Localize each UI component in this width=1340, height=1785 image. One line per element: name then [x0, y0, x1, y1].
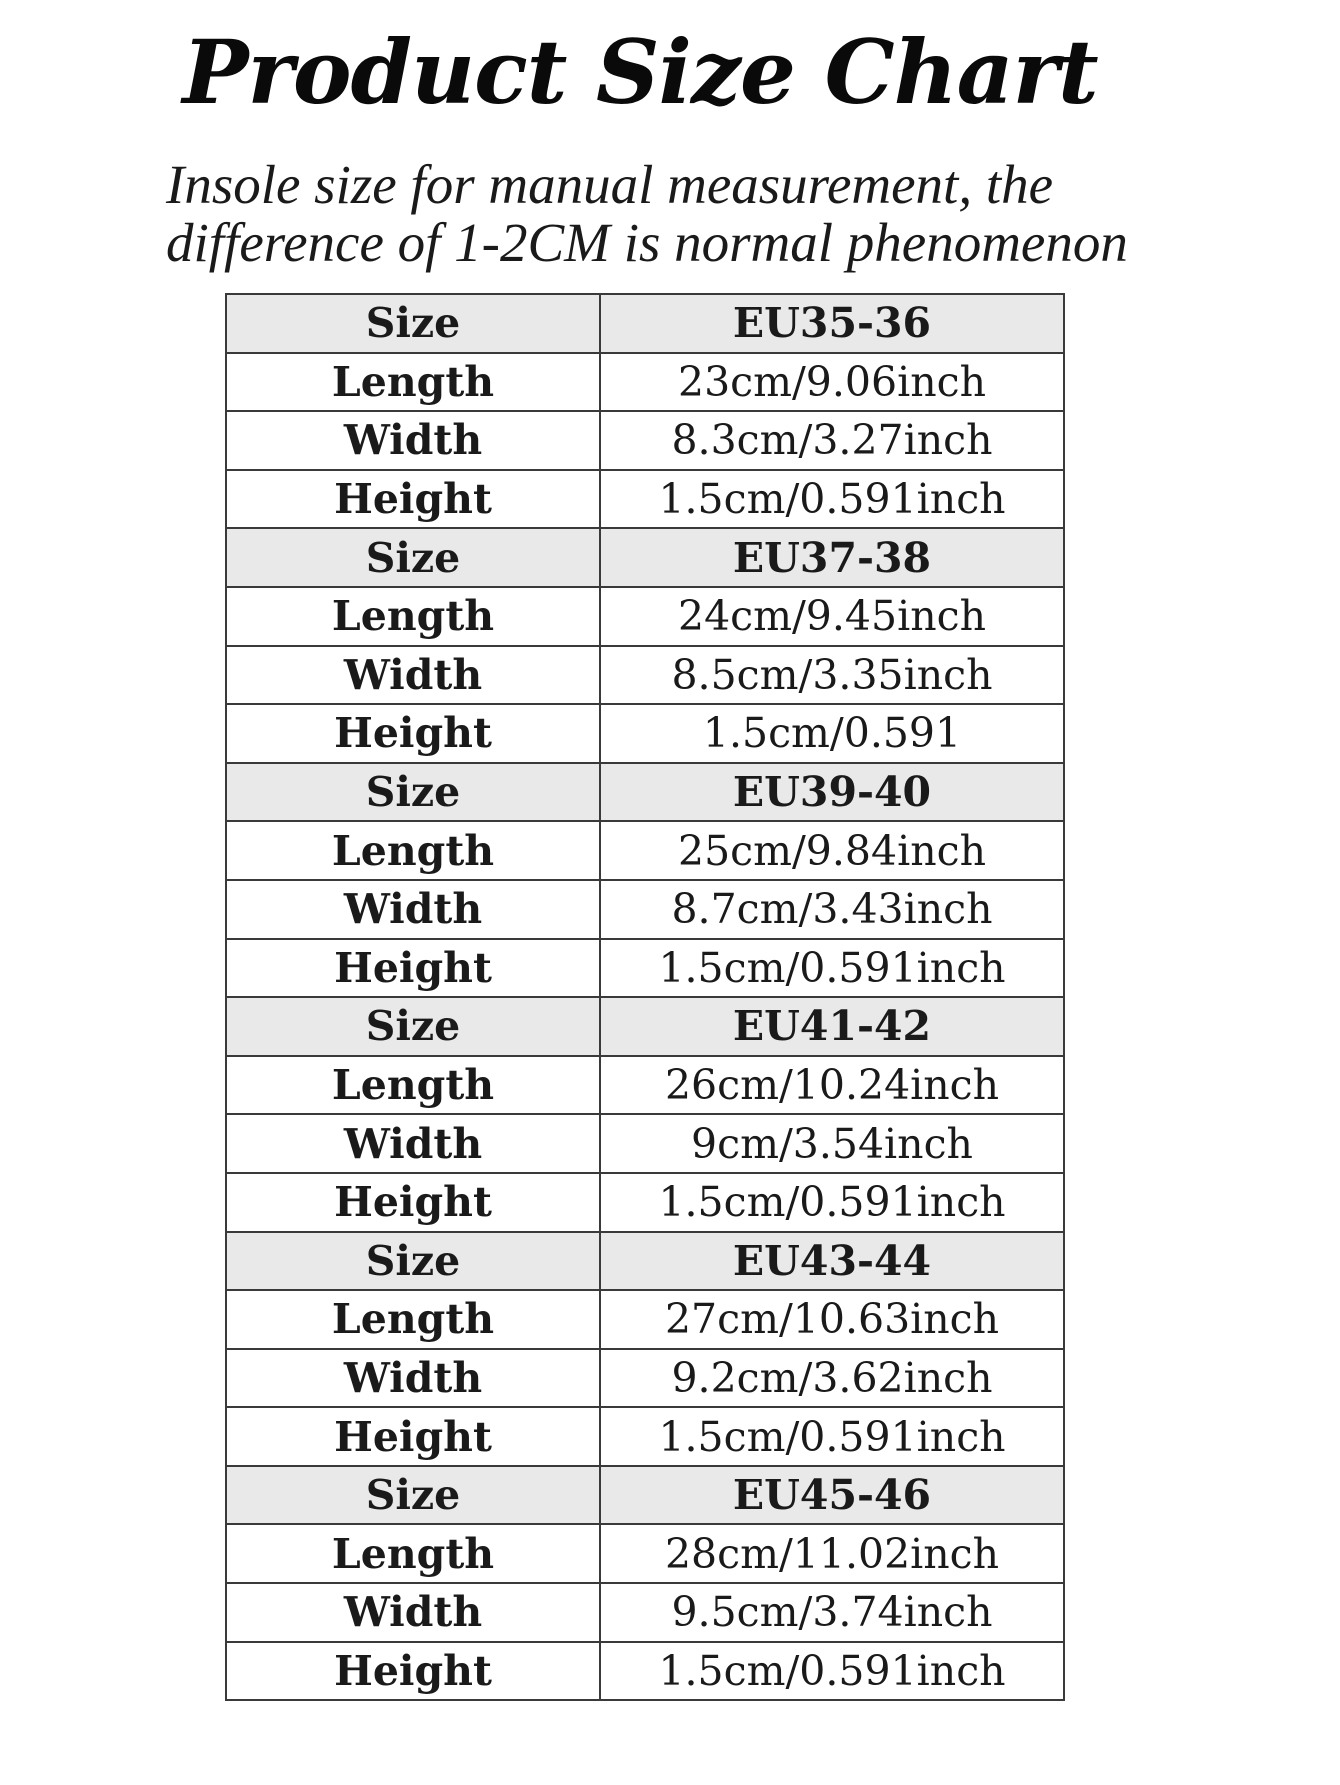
height-value-cell: 1.5cm/0.591inch: [600, 1407, 1064, 1466]
length-label-cell: Length: [226, 1056, 600, 1115]
size-label-cell: Size: [226, 1466, 600, 1525]
height-row: [226, 1173, 1064, 1232]
height-row: [226, 939, 1064, 998]
height-label-cell: Height: [226, 1173, 600, 1232]
height-label-cell: Height: [226, 470, 600, 529]
height-value-cell: 1.5cm/0.591inch: [600, 470, 1064, 529]
measurement-note-line-2: difference of 1-2CM is normal phenomenon: [166, 212, 1128, 273]
length-label-cell: Length: [226, 1524, 600, 1583]
size-value-cell: EU45-46: [600, 1466, 1064, 1525]
height-label-cell: Height: [226, 704, 600, 763]
measurement-note: [166, 156, 1316, 272]
length-row: [226, 587, 1064, 646]
length-value-cell: 28cm/11.02inch: [600, 1524, 1064, 1583]
size-value-cell: EU39-40: [600, 763, 1064, 822]
width-value-cell: 9.5cm/3.74inch: [600, 1583, 1064, 1642]
height-row: [226, 470, 1064, 529]
height-label-cell: Height: [226, 939, 600, 998]
length-value-cell: 23cm/9.06inch: [600, 353, 1064, 412]
size-label-cell: Size: [226, 997, 600, 1056]
length-row: [226, 353, 1064, 412]
length-row: [226, 821, 1064, 880]
width-label-cell: Width: [226, 646, 600, 705]
height-row: [226, 1407, 1064, 1466]
measurement-note-line-1: Insole size for manual measurement, the: [166, 154, 1054, 215]
width-label-cell: Width: [226, 880, 600, 939]
size-row: [226, 1232, 1064, 1291]
size-row: [226, 528, 1064, 587]
width-row: [226, 1114, 1064, 1173]
length-label-cell: Length: [226, 353, 600, 412]
size-row: [226, 1466, 1064, 1525]
page-title: Product Size Chart: [182, 20, 1098, 124]
length-label-cell: Length: [226, 587, 600, 646]
length-row: [226, 1056, 1064, 1115]
width-value-cell: 8.3cm/3.27inch: [600, 411, 1064, 470]
length-row: [226, 1524, 1064, 1583]
width-value-cell: 8.7cm/3.43inch: [600, 880, 1064, 939]
height-value-cell: 1.5cm/0.591inch: [600, 1173, 1064, 1232]
width-row: [226, 1349, 1064, 1408]
width-row: [226, 880, 1064, 939]
length-label-cell: Length: [226, 821, 600, 880]
size-row: [226, 997, 1064, 1056]
size-value-cell: EU35-36: [600, 294, 1064, 353]
size-label-cell: Size: [226, 763, 600, 822]
height-value-cell: 1.5cm/0.591: [600, 704, 1064, 763]
size-chart-table: [225, 293, 1065, 1701]
size-value-cell: EU37-38: [600, 528, 1064, 587]
height-value-cell: 1.5cm/0.591inch: [600, 1642, 1064, 1701]
height-row: [226, 704, 1064, 763]
size-value-cell: EU43-44: [600, 1232, 1064, 1291]
width-row: [226, 411, 1064, 470]
height-row: [226, 1642, 1064, 1701]
size-label-cell: Size: [226, 1232, 600, 1291]
width-row: [226, 1583, 1064, 1642]
size-row: [226, 294, 1064, 353]
height-label-cell: Height: [226, 1407, 600, 1466]
size-value-cell: EU41-42: [600, 997, 1064, 1056]
length-value-cell: 26cm/10.24inch: [600, 1056, 1064, 1115]
height-label-cell: Height: [226, 1642, 600, 1701]
length-value-cell: 27cm/10.63inch: [600, 1290, 1064, 1349]
size-label-cell: Size: [226, 528, 600, 587]
width-label-cell: Width: [226, 411, 600, 470]
size-label-cell: Size: [226, 294, 600, 353]
width-label-cell: Width: [226, 1583, 600, 1642]
width-label-cell: Width: [226, 1349, 600, 1408]
size-chart-body: [226, 294, 1064, 1700]
length-label-cell: Length: [226, 1290, 600, 1349]
height-value-cell: 1.5cm/0.591inch: [600, 939, 1064, 998]
width-row: [226, 646, 1064, 705]
length-row: [226, 1290, 1064, 1349]
width-value-cell: 8.5cm/3.35inch: [600, 646, 1064, 705]
length-value-cell: 24cm/9.45inch: [600, 587, 1064, 646]
length-value-cell: 25cm/9.84inch: [600, 821, 1064, 880]
size-row: [226, 763, 1064, 822]
width-label-cell: Width: [226, 1114, 600, 1173]
width-value-cell: 9.2cm/3.62inch: [600, 1349, 1064, 1408]
width-value-cell: 9cm/3.54inch: [600, 1114, 1064, 1173]
